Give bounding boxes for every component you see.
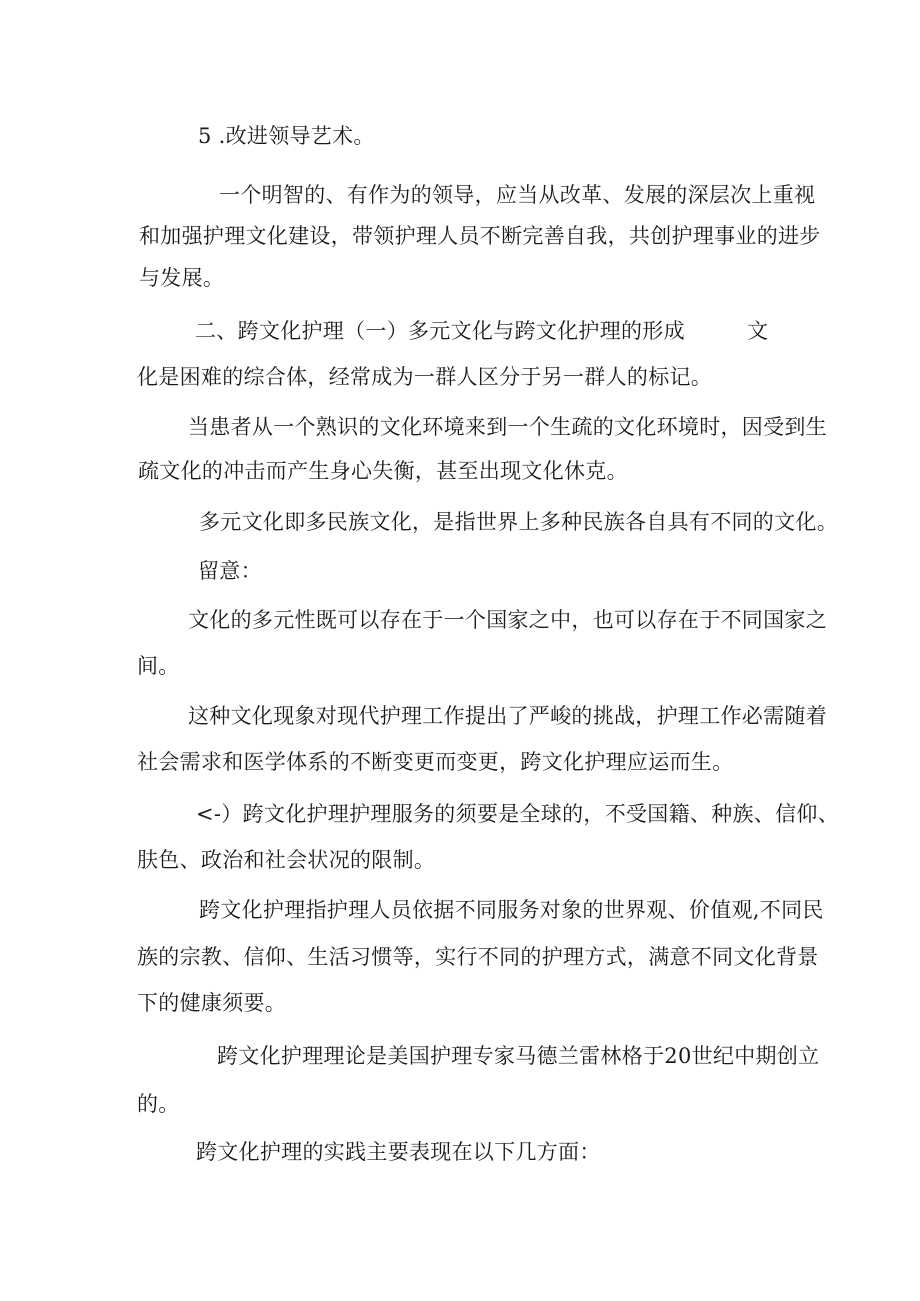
paragraph-line: 族的宗教、信仰、生活习惯等，实行不同的护理方式，满意不同文化背景 xyxy=(137,945,819,969)
paragraph-line: 跨文化护理理论是美国护理专家马德兰雷林格于20世纪中期创立 xyxy=(217,1044,820,1068)
section-heading-2-1: <-）跨文化护理护理服务的须要是全球的，不受国籍、种族、信仰、 xyxy=(196,802,839,826)
paragraph-line: 和加强护理文化建设，带领护理人员不断完善自我，共创护理事业的进步 xyxy=(139,224,821,248)
section-heading-5: 5 .改进领导艺术。 xyxy=(198,124,375,148)
paragraph-line: 跨文化护理指护理人员依据不同服务对象的世界观、价值观,不同民 xyxy=(199,898,824,922)
paragraph-line: 这种文化现象对现代护理工作提出了严峻的挑战，护理工作必需随着 xyxy=(188,704,827,728)
paragraph-line: 下的健康须要。 xyxy=(137,991,287,1015)
paragraph-line: 疏文化的冲击而产生身心失衡，甚至出现文化休克。 xyxy=(138,459,628,483)
paragraph-line: 文化的多元性既可以存在于一个国家之中，也可以存在于不同国家之 xyxy=(188,608,827,632)
paragraph-line: 与发展。 xyxy=(139,266,225,290)
paragraph-line: 社会需求和医学体系的不断变更而变更，跨文化护理应运而生。 xyxy=(137,750,734,774)
paragraph-line: 间。 xyxy=(137,654,180,678)
paragraph-line: 化是困难的综合体，经常成为一群人区分于另一群人的标记。 xyxy=(137,365,713,389)
paragraph-line: 当患者从一个熟识的文化环境来到一个生疏的文化环境时，因受到生 xyxy=(188,415,827,439)
paragraph-line: 跨文化护理的实践主要表现在以下几方面： xyxy=(196,1140,601,1164)
paragraph-line: 文 xyxy=(747,319,768,343)
paragraph-line: 留意： xyxy=(198,559,262,583)
paragraph-line: 多元文化即多民族文化，是指世界上多种民族各自具有不同的文化。 xyxy=(199,510,838,534)
paragraph-line: 一个明智的、有作为的领导，应当从改革、发展的深层次上重视 xyxy=(219,183,816,207)
paragraph-line: 肤色、政治和社会状况的限制。 xyxy=(137,848,436,872)
paragraph-line: 的。 xyxy=(137,1092,180,1116)
section-heading-2: 二、跨文化护理（一）多元文化与跨文化护理的形成 xyxy=(195,319,685,343)
